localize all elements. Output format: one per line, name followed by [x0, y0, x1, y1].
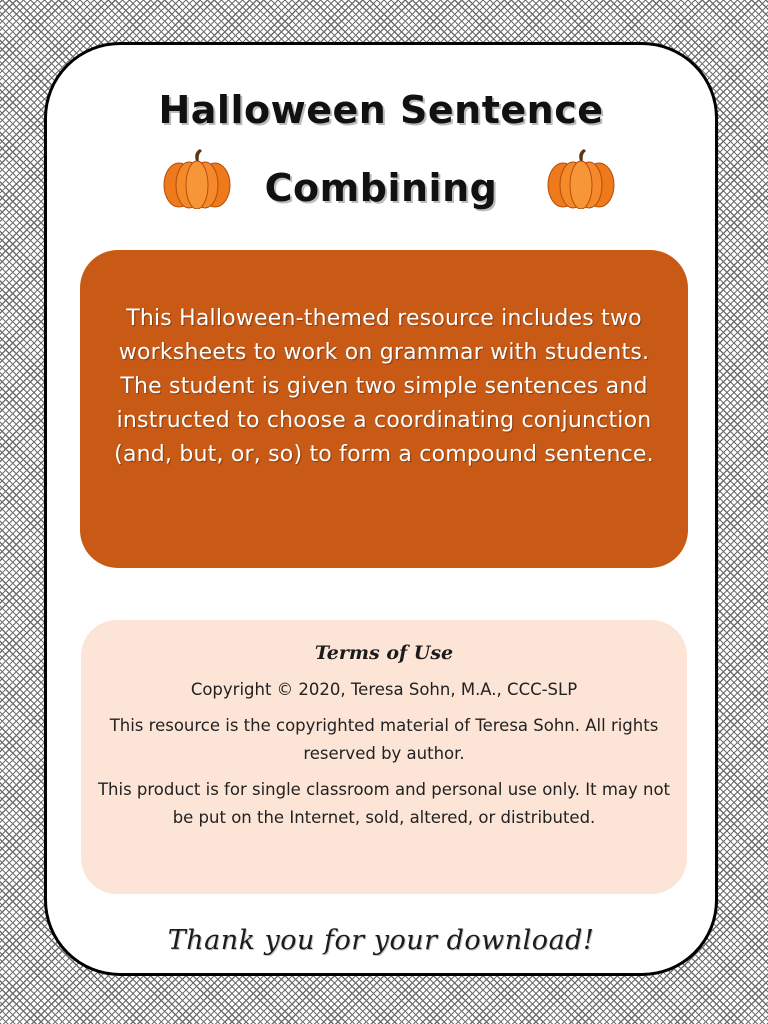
- thank-you-text: Thank you for your download!: [167, 925, 595, 956]
- description-text: This Halloween-themed resource includes two worksheets to work on grammar with students. The student is given two simple sentences and instructed to choose a coordinating conjunction (and, but, or, so) to form a compound sentence.: [114, 306, 654, 467]
- usage-text: This product is for single classroom and personal use only. It may not be put on the Internet, sold, altered, or distributed.: [97, 780, 671, 827]
- rights-text: This resource is the copyrighted material of Teresa Sohn. All rights reserved by author.: [109, 716, 659, 763]
- title-line-2: Combining: [264, 166, 498, 210]
- terms-of-use-box: [81, 620, 687, 894]
- description-box: [80, 250, 688, 568]
- terms-heading: Terms of Use: [314, 642, 454, 664]
- copyright-text: Copyright © 2020, Teresa Sohn, M.A., CCC-SLP: [190, 680, 578, 699]
- cover-card: [44, 42, 718, 976]
- pumpkin-icon: [547, 149, 615, 209]
- title-line-1: Halloween Sentence: [158, 88, 604, 132]
